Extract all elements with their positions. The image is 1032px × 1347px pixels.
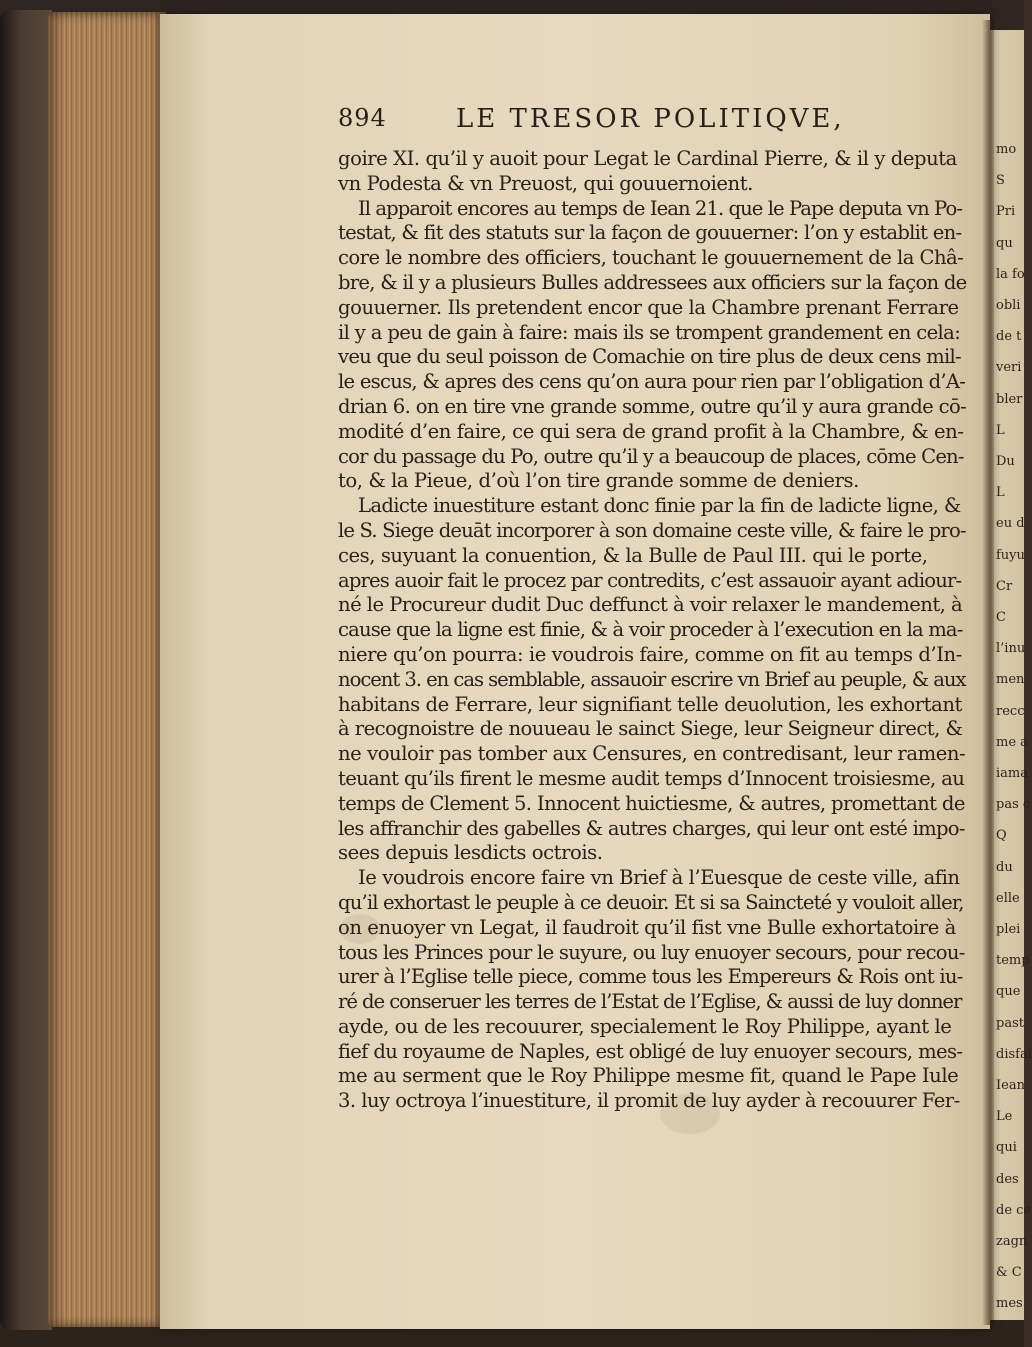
text-line: fief du royaume de Naples, est obligé de luy enuoyer secours, mes- — [338, 1039, 963, 1063]
facing-page-fragment: Le — [996, 1109, 1013, 1125]
text-line: cause que la ligne est finie, & à voir proceder à l’execution en la ma- — [338, 618, 963, 642]
text-line: teuant qu’ils firent le mesme audit temps d’Innocent troisiesme, au — [338, 766, 965, 790]
facing-page-fragment: men — [996, 672, 1025, 688]
running-title: LE TRESOR POLITIQVE, — [456, 104, 845, 134]
text-line: Ie voudrois encore faire vn Brief à l’Euesque de ceste ville, afin — [358, 866, 960, 890]
text-line: cor du passage du Po, outre qu’il y a beaucoup de places, cōme Cen- — [338, 444, 964, 468]
page-header — [338, 104, 988, 138]
facing-page-fragment: L — [996, 485, 1005, 501]
text-line: on enuoyer vn Legat, il faudroit qu’il fist vne Bulle exhortatoire à — [338, 915, 956, 939]
facing-page-fragment: de ce — [996, 1202, 1032, 1218]
text-line: apres auoir fait le procez par contredits, c’est assauoir ayant adiour- — [338, 568, 962, 592]
text-line: habitans de Ferrare, leur signifiant telle deuolution, les exhortant — [338, 692, 962, 716]
text-line: goire XI. qu’il y auoit pour Legat le Cardinal Pierre, & il y deputa — [338, 147, 957, 170]
text-line: niere qu’on pourra: ie voudrois faire, comme on fit au temps d’In- — [338, 642, 962, 666]
facing-page-fragment: bler — [996, 391, 1023, 407]
text-line: bre, & il y a plusieurs Bulles addressees aux officiers sur la façon de — [338, 270, 967, 294]
text-line: gouuerner. Ils pretendent encor que la Chambre prenant Ferrare — [338, 295, 959, 319]
facing-page-fragment: past — [996, 1015, 1024, 1031]
facing-page-fragment: zagn — [996, 1234, 1028, 1249]
text-line: le S. Siege deuāt incorporer à son domaine ceste ville, & faire le pro- — [338, 518, 966, 542]
facing-page-fragment: que — [996, 984, 1021, 1000]
facing-page-fragment: obli — [996, 298, 1021, 313]
facing-page-fragment: S — [996, 173, 1005, 189]
facing-page-fragment: Du — [996, 454, 1015, 469]
text-line: les affranchir des gabelles & autres charges, qui leur ont esté impo- — [338, 816, 965, 840]
facing-page-fragment: temp — [996, 953, 1030, 969]
facing-page-fragment: fuyu — [996, 547, 1025, 563]
text-line: core le nombre des officiers, touchant le gouuernement de la Châ- — [338, 246, 964, 270]
text-line: temps de Clement 5. Innocent huictiesme, & autres, promettant de — [338, 791, 965, 815]
facing-page-fragment: plei — [996, 922, 1021, 937]
facing-page-fragment: Q — [996, 828, 1007, 844]
text-line: ré de conseruer les terres de l’Estat de l’Eglise, & aussi de luy donner — [338, 990, 962, 1014]
text-line: me au serment que le Roy Philippe mesme fit, quand le Pape Iule — [338, 1064, 959, 1088]
facing-page-fragment: mo — [996, 142, 1017, 157]
facing-page-fragment: Pri — [996, 204, 1016, 220]
text-line: ne vouloir pas tomber aux Censures, en contredisant, leur ramen- — [338, 742, 966, 766]
text-line: il y a peu de gain à faire: mais ils se trompent grandement en cela: — [338, 320, 961, 344]
facing-page-fragment: me a — [996, 734, 1028, 750]
facing-page-fragment: eu d — [996, 516, 1025, 532]
text-line: Ladicte inuestiture estant donc finie par la fin de ladicte ligne, & — [358, 494, 961, 518]
text-line: modité d’en faire, ce qui sera de grand profit à la Chambre, & en- — [338, 419, 964, 443]
facing-page-fragment: mes — [996, 1296, 1023, 1312]
text-line: to, & la Pieue, d’où l’on tire grande somme de deniers. — [338, 469, 859, 493]
facing-page-fragment: des — [996, 1171, 1019, 1187]
facing-page-fragment: pas c — [996, 797, 1031, 813]
text-line: veu que du seul poisson de Comachie on tire plus de deux cens mil- — [338, 345, 961, 369]
body-text — [338, 147, 966, 1114]
text-line: 3. luy octroya l’inuestiture, il promit de luy ayder à recouurer Fer- — [338, 1089, 960, 1113]
facing-page-fragment: recc — [996, 703, 1025, 719]
facing-page-fragment: elle — [996, 890, 1020, 906]
text-line: né le Procureur dudit Duc deffunct à voir relaxer le mandement, à — [338, 593, 963, 617]
text-line: vn Podesta & vn Preuost, qui gouuernoient. — [338, 171, 753, 195]
facing-page-fragment: iama — [996, 766, 1028, 781]
facing-page-fragment: l’inu — [996, 641, 1026, 657]
facing-page-fragment: du — [996, 859, 1013, 875]
text-line: sees depuis lesdicts octrois. — [338, 841, 603, 865]
facing-page-fragment: C — [996, 610, 1006, 625]
facing-page-fragment: la fo — [996, 266, 1025, 282]
page-number: 894 — [338, 104, 387, 132]
text-line: urer à l’Eglise telle piece, comme tous les Empereurs & Rois ont iu- — [338, 965, 963, 989]
text-line: testat, & fit des statuts sur la façon de gouuerner: l’on y establit en- — [338, 221, 962, 245]
facing-page-fragment: Cr — [996, 578, 1013, 594]
book-cover-edge — [0, 10, 52, 1330]
text-line: ayde, ou de les recouurer, specialement le Roy Philippe, ayant le — [338, 1014, 952, 1038]
page-gutter — [982, 20, 994, 1325]
facing-page-fragment: qui — [996, 1140, 1017, 1156]
facing-page-fragment: & C — [996, 1265, 1022, 1281]
text-line: nocent 3. en cas semblable, assauoir escrire vn Brief au peuple, & aux — [338, 667, 966, 691]
text-line: tous les Princes pour le suyure, ou luy enuoyer secours, pour recou- — [338, 940, 965, 964]
text-line: ces, suyuant la conuention, & la Bulle de Paul III. qui le porte, — [338, 543, 928, 567]
facing-page-fragment: L — [996, 422, 1005, 438]
text-line: Il apparoit encores au temps de Iean 21. que le Pape deputa vn Po- — [358, 196, 963, 220]
facing-page-fragment: de t — [996, 329, 1022, 345]
facing-page-edge — [990, 30, 1032, 1320]
text-line: à recognoistre de nouueau le sainct Siege, leur Seigneur direct, & — [338, 717, 963, 741]
text-line: qu’il exhortast le peuple à ce deuoir. Et si sa Saincteté y vouloit aller, — [338, 890, 964, 914]
book-fore-edge — [48, 12, 166, 1327]
facing-page-fragment: qu — [996, 235, 1013, 251]
facing-page-fragment: disfai — [996, 1046, 1032, 1062]
facing-page-fragment: Iean — [996, 1078, 1025, 1093]
facing-page-fragment: veri — [996, 360, 1022, 376]
text-line: drian 6. on en tire vne grande somme, outre qu’il y aura grande cō- — [338, 394, 967, 418]
text-line: le escus, & apres des cens qu’on aura pour rien par l’obligation d’A- — [338, 370, 966, 394]
